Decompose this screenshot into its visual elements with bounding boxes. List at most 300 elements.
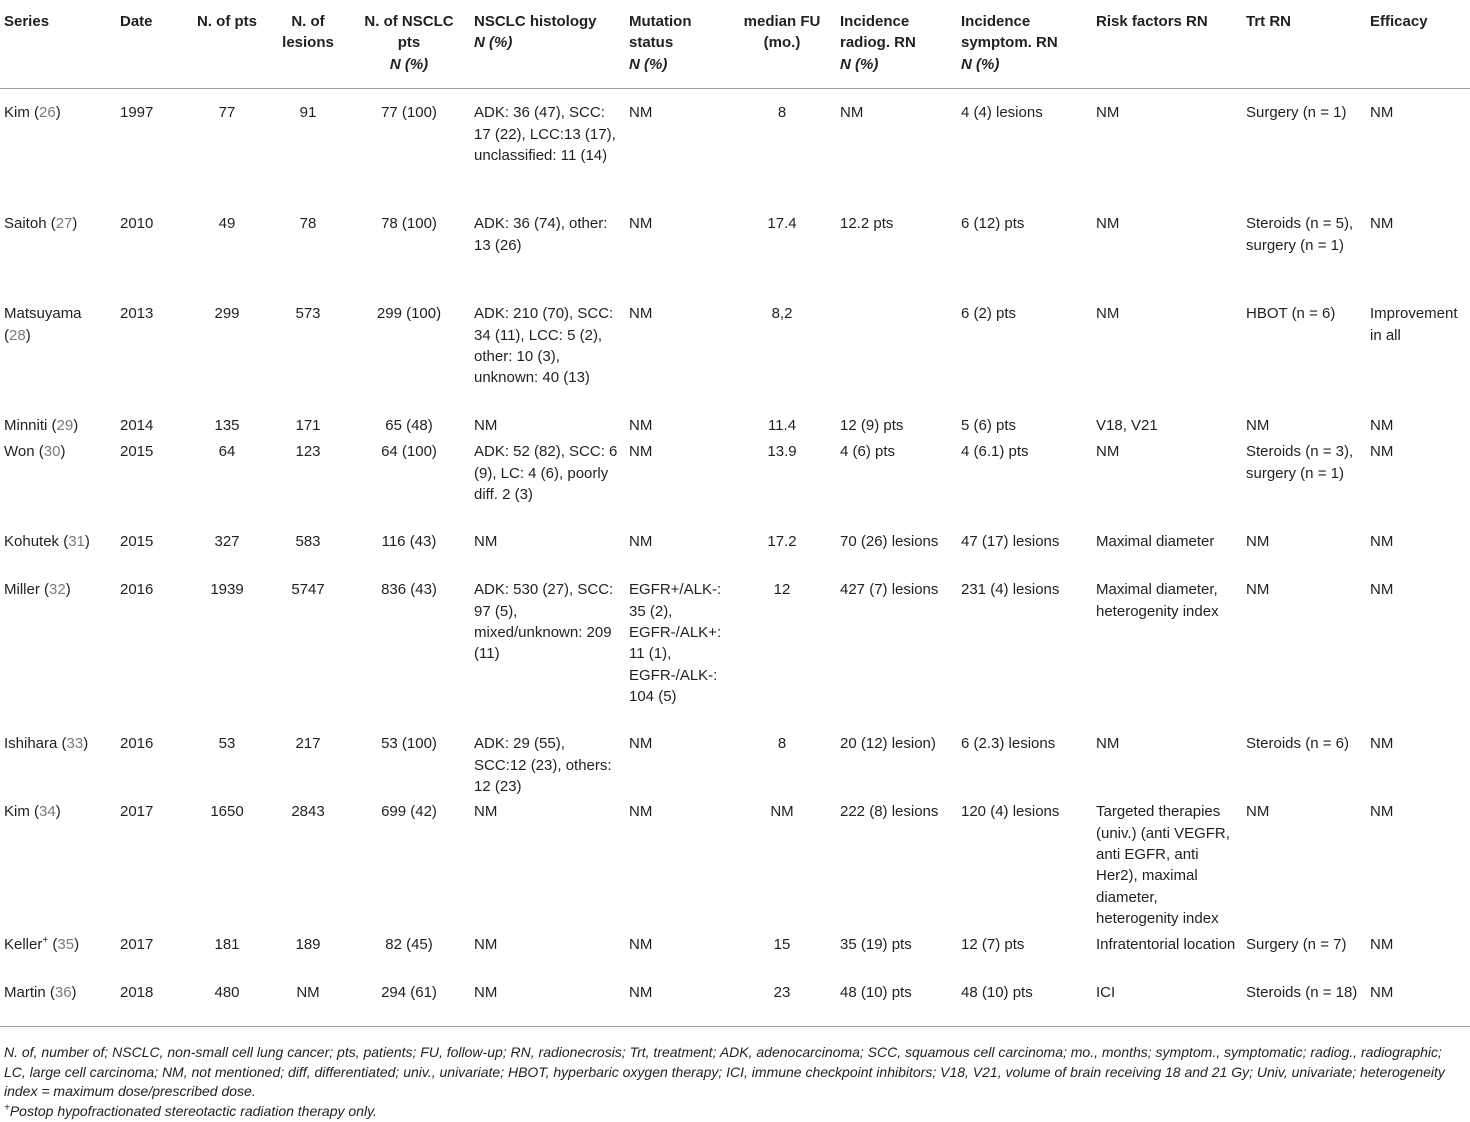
reference-link[interactable]: 28 <box>9 326 26 344</box>
cell-risk-text: NM <box>1096 443 1120 461</box>
cell-nsclc <box>348 934 470 982</box>
cell-symptom-text: 4 (4) lesions <box>961 104 1043 122</box>
reference-link[interactable]: 35 <box>57 936 75 954</box>
cell-radiog-text: 12 (9) pts <box>840 417 904 435</box>
cell-pts <box>186 579 268 733</box>
cell-symptom-text: 4 (6.1) pts <box>961 443 1029 461</box>
cell-efficacy-text: NM <box>1370 984 1394 1002</box>
cell-pts-text: 299 <box>214 305 240 323</box>
cell-histology <box>470 733 625 801</box>
cell-pts <box>186 89 268 214</box>
cell-series: Kim (26) <box>4 104 61 122</box>
cell-nsclc-text: 53 (100) <box>381 735 437 753</box>
cell-trt-text: Steroids (n = 6) <box>1246 735 1349 753</box>
cell-nsclc-text: 116 (43) <box>381 533 437 551</box>
cell-date-text: 2016 <box>120 581 154 599</box>
header-radiog-sub: N (%) <box>840 55 879 73</box>
cell-histology <box>470 89 625 214</box>
cell-symptom-text: 6 (2) pts <box>961 305 1017 323</box>
table-row <box>0 801 1470 934</box>
cell-nsclc <box>348 801 470 934</box>
table-footnotes <box>4 1043 1464 1121</box>
cell-fu-text: 17.2 <box>767 533 797 551</box>
cell-histology <box>470 415 625 441</box>
cell-series: Kim (34) <box>4 803 61 821</box>
cell-fu <box>728 89 836 214</box>
cell-lesions-text: 5747 <box>291 581 325 599</box>
cell-fu-text: 23 <box>773 984 791 1002</box>
cell-trt-text: HBOT (n = 6) <box>1246 305 1336 323</box>
cell-mutation-text: EGFR+/ALK-: 35 (2), EGFR-/ALK+: 11 (1), EGFR-/ALK-: 104 (5) <box>629 581 722 706</box>
cell-pts-text: 1939 <box>210 581 244 599</box>
cell-pts-text: 327 <box>214 533 240 551</box>
dagger-symbol: + <box>4 1101 10 1113</box>
cell-symptom <box>957 415 1092 441</box>
series-name: Won <box>4 443 35 461</box>
cell-lesions-text: NM <box>296 984 320 1002</box>
cell-trt <box>1242 303 1366 415</box>
cell-fu <box>728 801 836 934</box>
cell-trt <box>1242 982 1366 1027</box>
cell-pts <box>186 303 268 415</box>
cell-histology <box>470 934 625 982</box>
reference-link[interactable]: 33 <box>66 735 84 753</box>
cell-pts-text: 49 <box>218 215 236 233</box>
cell-series: Won (30) <box>4 443 66 461</box>
cell-pts-text: 53 <box>218 735 236 753</box>
reference-link[interactable]: 31 <box>68 533 85 551</box>
cell-radiog-text: 48 (10) pts <box>840 984 912 1002</box>
cell-date <box>116 89 186 214</box>
cell-efficacy <box>1366 89 1470 214</box>
cell-series: Ishihara (33) <box>4 735 89 753</box>
cell-radiog <box>836 441 957 531</box>
cell-nsclc <box>348 89 470 214</box>
cell-symptom-text: 5 (6) pts <box>961 417 1017 435</box>
cell-fu <box>728 531 836 579</box>
header-radiog: Incidence radiog. RN N (%) <box>836 0 957 89</box>
cell-efficacy-text: NM <box>1370 215 1394 233</box>
header-n-nsclc-sub: N (%) <box>389 55 429 73</box>
cell-radiog-text: 12.2 pts <box>840 215 894 233</box>
series-name: Martin <box>4 984 46 1002</box>
cell-fu <box>728 415 836 441</box>
cell-risk-text: V18, V21 <box>1096 417 1158 435</box>
cell-lesions <box>268 579 348 733</box>
cell-mutation-text: NM <box>629 215 653 233</box>
cell-lesions <box>268 982 348 1027</box>
table-row <box>0 982 1470 1027</box>
cell-histology-text: ADK: 530 (27), SCC: 97 (5), mixed/unknown: 209 (11) <box>474 581 614 663</box>
cell-risk <box>1092 934 1242 982</box>
cell-histology-text: NM <box>474 417 498 435</box>
cell-series: Keller+ (35) <box>4 935 80 954</box>
header-n-pts: N. of pts <box>186 0 268 89</box>
header-row <box>0 0 1470 89</box>
series-name: Saitoh <box>4 215 47 233</box>
cell-risk <box>1092 303 1242 415</box>
cell-lesions <box>268 89 348 214</box>
cell-mutation-text: NM <box>629 803 653 821</box>
cell-efficacy-text: NM <box>1370 417 1394 435</box>
cell-mutation-text: NM <box>629 417 653 435</box>
cell-lesions-text: 217 <box>295 735 321 753</box>
header-symptom: Incidence symptom. RN N (%) <box>957 0 1092 89</box>
cell-mutation <box>625 303 728 415</box>
reference-link[interactable]: 36 <box>54 984 72 1002</box>
cell-nsclc <box>348 213 470 303</box>
cell-symptom-text: 12 (7) pts <box>961 936 1025 954</box>
cell-lesions <box>268 934 348 982</box>
cell-histology-text: ADK: 29 (55), SCC:12 (23), others: 12 (23) <box>474 735 612 796</box>
cell-mutation-text: NM <box>629 305 653 323</box>
header-histology: NSCLC histology N (%) <box>470 0 625 89</box>
cell-date <box>116 934 186 982</box>
table-row <box>0 415 1470 441</box>
cell-symptom <box>957 89 1092 214</box>
cell-mutation-text: NM <box>629 443 653 461</box>
cell-fu <box>728 982 836 1027</box>
cell-symptom <box>957 733 1092 801</box>
cell-nsclc <box>348 531 470 579</box>
cell-pts <box>186 531 268 579</box>
cell-series: Matsuyama (28) <box>4 305 82 344</box>
cell-histology <box>470 531 625 579</box>
cell-efficacy <box>1366 579 1470 733</box>
cell-trt-text: NM <box>1246 581 1270 599</box>
cell-date-text: 2013 <box>120 305 154 323</box>
cell-series: Martin (36) <box>0 982 116 1027</box>
cell-efficacy-text: NM <box>1370 803 1394 821</box>
cell-risk <box>1092 531 1242 579</box>
reference-link[interactable]: 30 <box>43 443 61 461</box>
cell-trt <box>1242 733 1366 801</box>
cell-date <box>116 579 186 733</box>
cell-risk <box>1092 733 1242 801</box>
cell-symptom-text: 6 (12) pts <box>961 215 1025 233</box>
cell-pts <box>186 934 268 982</box>
cell-date-text: 2017 <box>120 803 154 821</box>
cell-date <box>116 733 186 801</box>
cell-radiog <box>836 531 957 579</box>
reference-link[interactable]: 27 <box>55 215 73 233</box>
table-row <box>0 303 1470 415</box>
cell-nsclc-text: 64 (100) <box>381 443 437 461</box>
header-mutation-sub: N (%) <box>629 55 668 73</box>
cell-risk <box>1092 801 1242 934</box>
cell-mutation-text: NM <box>629 104 653 122</box>
cell-nsclc-text: 82 (45) <box>385 936 433 954</box>
series-name: Kim <box>4 104 30 122</box>
cell-efficacy <box>1366 934 1470 982</box>
cell-fu <box>728 579 836 733</box>
cell-mutation <box>625 934 728 982</box>
table-row <box>0 733 1470 801</box>
footnote-abbreviations: N. of, number of; NSCLC, non-small cell lung cancer; pts, patients; FU, follow-up; RN, radionecrosis; Trt, treatment; ADK, adenocarcinoma; SCC, squamous cell carcinoma; mo., months; symptom., symptomatic; radiog., radiographic; LC, large cell carcinoma; NM, not mentioned; diff, differentiated; univ., univariate; HBOT, hyperbaric oxygen therapy; ICI, immune checkpoint inhibitors; V18, V21, volume of brain receiving 18 and 21 Gy; Univ, univariate; heterogeneity index = maximum dose/prescribed dose. <box>4 1044 1445 1099</box>
cell-date-text: 2014 <box>120 417 154 435</box>
header-histology-sub: N (%) <box>474 34 513 52</box>
cell-lesions <box>268 415 348 441</box>
cell-risk-text: Maximal diameter <box>1096 533 1215 551</box>
cell-symptom-text: 120 (4) lesions <box>961 803 1060 821</box>
cell-symptom-text: 231 (4) lesions <box>961 581 1060 599</box>
cell-risk-text: NM <box>1096 215 1120 233</box>
cell-histology-text: NM <box>474 936 498 954</box>
cell-lesions <box>268 213 348 303</box>
cell-symptom <box>957 531 1092 579</box>
cell-efficacy <box>1366 303 1470 415</box>
cell-efficacy <box>1366 531 1470 579</box>
cell-date-text: 2016 <box>120 735 154 753</box>
cell-fu-text: 15 <box>773 936 791 954</box>
table-row <box>0 89 1470 214</box>
cell-pts-text: 77 <box>218 104 236 122</box>
series-name: Minniti <box>4 417 48 435</box>
series-name: Kim <box>4 803 30 821</box>
cell-pts-text: 480 <box>214 984 240 1002</box>
cell-series: Kohutek (31) <box>4 533 90 551</box>
cell-efficacy <box>1366 801 1470 934</box>
cell-efficacy <box>1366 733 1470 801</box>
cell-fu <box>728 213 836 303</box>
cell-radiog-text: 70 (26) lesions <box>840 533 939 551</box>
cell-lesions <box>268 531 348 579</box>
series-superscript: + <box>42 935 49 947</box>
cell-date <box>116 415 186 441</box>
cell-risk <box>1092 441 1242 531</box>
cell-pts-text: 64 <box>218 443 236 461</box>
cell-histology <box>470 579 625 733</box>
header-fu: median FU (mo.) <box>728 0 836 89</box>
cell-lesions-text: 2843 <box>291 803 325 821</box>
series-name: Kohutek <box>4 533 60 551</box>
header-n-nsclc: N. of NSCLC pts N (%) <box>348 0 470 89</box>
cell-date-text: 2017 <box>120 936 154 954</box>
cell-date-text: 1997 <box>120 104 154 122</box>
cell-mutation <box>625 415 728 441</box>
table-body <box>0 89 1470 1027</box>
cell-histology <box>470 303 625 415</box>
cell-risk-text: NM <box>1096 735 1120 753</box>
cell-trt-text: Steroids (n = 5), surgery (n = 1) <box>1246 215 1354 254</box>
cell-radiog-text: 35 (19) pts <box>840 936 912 954</box>
table-header <box>0 0 1470 89</box>
cell-trt-text: NM <box>1246 417 1270 435</box>
cell-nsclc-text: 78 (100) <box>381 215 437 233</box>
cell-histology <box>470 801 625 934</box>
cell-trt <box>1242 531 1366 579</box>
cell-symptom <box>957 303 1092 415</box>
header-n-lesions: N. of lesions <box>268 0 348 89</box>
header-efficacy: Efficacy <box>1366 0 1470 89</box>
cell-mutation-text: NM <box>629 984 653 1002</box>
cell-mutation <box>625 733 728 801</box>
cell-efficacy <box>1366 213 1470 303</box>
cell-efficacy-text: Improvement in all <box>1370 305 1458 344</box>
cell-mutation-text: NM <box>629 735 653 753</box>
reference-link[interactable]: 29 <box>56 417 74 435</box>
cell-nsclc <box>348 733 470 801</box>
cell-mutation-text: NM <box>629 533 653 551</box>
cell-nsclc <box>348 441 470 531</box>
cell-fu-text: 13.9 <box>767 443 797 461</box>
cell-mutation <box>625 531 728 579</box>
cell-risk-text: ICI <box>1096 984 1116 1002</box>
cell-lesions <box>268 801 348 934</box>
cell-nsclc <box>348 579 470 733</box>
cell-radiog <box>836 213 957 303</box>
cell-date-text: 2018 <box>120 984 154 1002</box>
cell-histology-text: ADK: 210 (70), SCC: 34 (11), LCC: 5 (2), other: 10 (3), unknown: 40 (13) <box>474 305 614 387</box>
cell-histology-text: ADK: 52 (82), SCC: 6 (9), LC: 4 (6), poorly diff. 2 (3) <box>474 443 618 504</box>
table-row <box>0 579 1470 733</box>
cell-lesions-text: 189 <box>295 936 321 954</box>
cell-mutation <box>625 801 728 934</box>
cell-radiog <box>836 579 957 733</box>
cell-risk <box>1092 89 1242 214</box>
cell-lesions-text: 91 <box>299 104 317 122</box>
cell-histology-text: ADK: 36 (47), SCC: 17 (22), LCC:13 (17), unclassified: 11 (14) <box>474 104 616 165</box>
cell-series: Minniti (29) <box>4 417 79 435</box>
cell-radiog <box>836 733 957 801</box>
reference-link[interactable]: 34 <box>39 803 56 821</box>
cell-nsclc-text: 65 (48) <box>385 417 433 435</box>
table-row <box>0 934 1470 982</box>
cell-pts <box>186 801 268 934</box>
cell-mutation <box>625 441 728 531</box>
cell-trt-text: NM <box>1246 803 1270 821</box>
header-trt: Trt RN <box>1242 0 1366 89</box>
cell-risk-text: Maximal diameter, heterogenity index <box>1096 581 1219 620</box>
reference-link[interactable]: 32 <box>49 581 66 599</box>
cell-radiog-text: 222 (8) lesions <box>840 803 939 821</box>
cell-trt <box>1242 934 1366 982</box>
cell-nsclc-text: 836 (43) <box>381 581 437 599</box>
cell-efficacy <box>1366 415 1470 441</box>
cell-trt <box>1242 213 1366 303</box>
header-symptom-sub: N (%) <box>961 55 1000 73</box>
cell-efficacy <box>1366 982 1470 1027</box>
cell-risk-text: Targeted therapies (univ.) (anti VEGFR, anti EGFR, anti Her2), maximal diameter, heterogenity index <box>1096 803 1230 928</box>
cell-fu <box>728 733 836 801</box>
cell-symptom <box>957 213 1092 303</box>
cell-pts-text: 135 <box>214 417 240 435</box>
cell-fu <box>728 441 836 531</box>
cell-efficacy-text: NM <box>1370 533 1394 551</box>
cell-radiog <box>836 415 957 441</box>
header-date: Date <box>116 0 186 89</box>
cell-date <box>116 531 186 579</box>
cell-trt-text: Steroids (n = 18) <box>1246 984 1358 1002</box>
cell-date <box>116 303 186 415</box>
series-name: Matsuyama <box>4 305 82 323</box>
cell-nsclc <box>348 982 470 1027</box>
cell-efficacy-text: NM <box>1370 735 1394 753</box>
cell-radiog-text: 427 (7) lesions <box>840 581 939 599</box>
cell-mutation <box>625 213 728 303</box>
cell-fu-text: 8 <box>777 104 787 122</box>
cell-nsclc-text: 77 (100) <box>381 104 437 122</box>
cell-date <box>116 441 186 531</box>
cell-trt <box>1242 801 1366 934</box>
cell-histology <box>470 213 625 303</box>
cell-nsclc-text: 699 (42) <box>381 803 437 821</box>
cell-risk-text: Infratentorial location <box>1096 936 1236 954</box>
cell-pts <box>186 415 268 441</box>
header-series: Series <box>0 0 116 89</box>
cell-fu-text: 12 <box>773 581 791 599</box>
cell-radiog <box>836 89 957 214</box>
cell-histology <box>470 441 625 531</box>
cell-pts <box>186 213 268 303</box>
cell-date <box>116 982 186 1027</box>
cell-date <box>116 213 186 303</box>
cell-nsclc-text: 294 (61) <box>381 984 437 1002</box>
cell-fu <box>728 934 836 982</box>
cell-radiog-text: NM <box>840 104 864 122</box>
cell-histology-text: NM <box>474 984 498 1002</box>
cell-symptom-text: 48 (10) pts <box>961 984 1033 1002</box>
cell-trt <box>1242 415 1366 441</box>
table-row <box>0 531 1470 579</box>
cell-efficacy-text: NM <box>1370 443 1394 461</box>
cell-risk <box>1092 579 1242 733</box>
reference-link[interactable]: 26 <box>39 104 56 122</box>
cell-histology-text: NM <box>474 803 498 821</box>
cell-radiog <box>836 934 957 982</box>
cell-pts <box>186 441 268 531</box>
cell-pts <box>186 733 268 801</box>
cell-risk <box>1092 415 1242 441</box>
cell-series: Saitoh (27) <box>4 215 78 233</box>
cell-trt-text: NM <box>1246 533 1270 551</box>
cell-fu-text: 8 <box>777 735 787 753</box>
cell-mutation <box>625 982 728 1027</box>
cell-trt <box>1242 441 1366 531</box>
cell-fu-text: 17.4 <box>767 215 797 233</box>
cell-series: Miller (32) <box>4 581 71 599</box>
header-mutation: Mutation status N (%) <box>625 0 728 89</box>
cell-mutation <box>625 579 728 733</box>
cell-symptom <box>957 934 1092 982</box>
cell-lesions-text: 171 <box>295 417 321 435</box>
cell-fu-text: 11.4 <box>767 417 797 435</box>
cell-trt <box>1242 89 1366 214</box>
cell-nsclc <box>348 415 470 441</box>
cell-pts <box>186 982 268 1027</box>
series-name: Ishihara <box>4 735 58 753</box>
cell-risk-text: NM <box>1096 305 1120 323</box>
cell-lesions-text: 123 <box>295 443 321 461</box>
cell-symptom-text: 47 (17) lesions <box>961 533 1060 551</box>
cell-radiog <box>836 801 957 934</box>
cell-histology-text: NM <box>474 533 498 551</box>
cell-risk <box>1092 982 1242 1027</box>
cell-fu-text: NM <box>770 803 794 821</box>
series-name: Miller <box>4 581 40 599</box>
cell-trt-text: Steroids (n = 3), surgery (n = 1) <box>1246 443 1354 482</box>
cell-trt-text: Surgery (n = 1) <box>1246 104 1347 122</box>
cell-lesions-text: 573 <box>295 305 321 323</box>
cell-efficacy-text: NM <box>1370 936 1394 954</box>
table-row <box>0 213 1470 303</box>
cell-fu-text: 8,2 <box>771 305 793 323</box>
cell-lesions-text: 583 <box>295 533 321 551</box>
cell-trt-text: Surgery (n = 7) <box>1246 936 1347 954</box>
cell-nsclc <box>348 303 470 415</box>
cell-lesions <box>268 303 348 415</box>
cell-date-text: 2015 <box>120 443 154 461</box>
